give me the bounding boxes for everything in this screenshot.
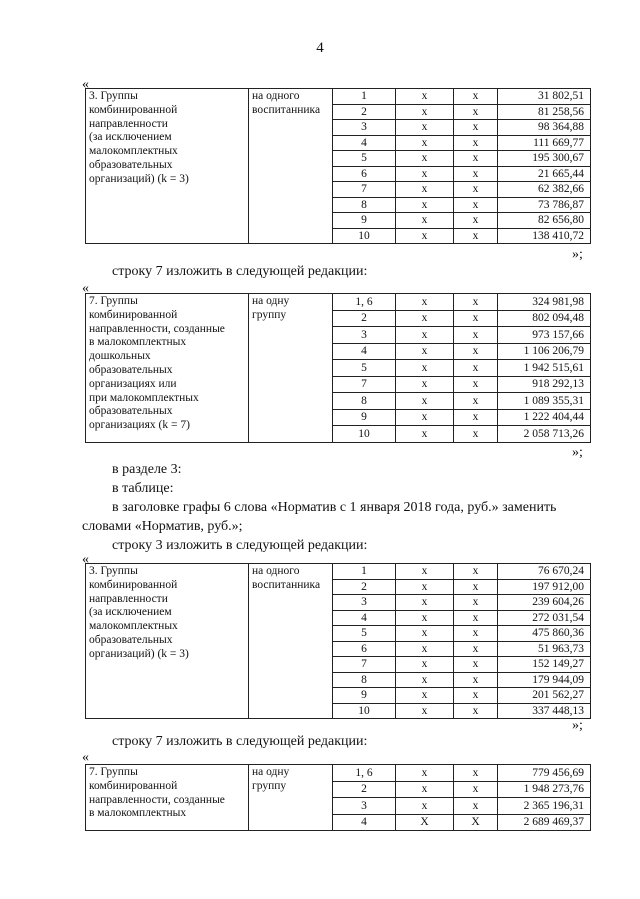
value-cell: 21 665,44 [498, 166, 591, 182]
value-cell: 1 948 273,76 [498, 781, 591, 798]
k-cell: 4 [333, 610, 396, 626]
k-cell: 3 [333, 327, 396, 344]
value-cell: 82 656,80 [498, 213, 591, 229]
row3-instruction: строку 3 изложить в следующей редакции: [112, 538, 368, 553]
x-cell: x [454, 426, 498, 443]
x-cell: x [396, 765, 454, 782]
x-cell: x [454, 409, 498, 426]
k-cell: 1 [333, 564, 396, 580]
x-cell: X [454, 814, 498, 831]
in-table-text: в таблице: [112, 481, 174, 496]
value-cell: 324 981,98 [498, 294, 591, 311]
table-row [86, 564, 591, 580]
k-cell: 10 [333, 228, 396, 244]
k-cell: 3 [333, 120, 396, 136]
k-cell: 8 [333, 672, 396, 688]
per-unit-cell: на одного воспитанника [249, 564, 333, 719]
k-cell: 4 [333, 814, 396, 831]
x-cell: x [454, 182, 498, 198]
k-cell: 2 [333, 579, 396, 595]
x-cell: x [396, 393, 454, 410]
x-cell: x [396, 657, 454, 673]
open-quote: « [82, 552, 89, 567]
x-cell: x [396, 166, 454, 182]
x-cell: x [454, 765, 498, 782]
x-cell: x [396, 228, 454, 244]
value-cell: 31 802,51 [498, 89, 591, 105]
close-quote: »; [572, 445, 583, 460]
value-cell: 76 670,24 [498, 564, 591, 580]
k-cell: 10 [333, 426, 396, 443]
x-cell: x [454, 688, 498, 704]
value-cell: 1 222 404,44 [498, 409, 591, 426]
value-cell: 779 456,69 [498, 765, 591, 782]
k-cell: 4 [333, 135, 396, 151]
k-cell: 3 [333, 798, 396, 815]
value-cell: 81 258,56 [498, 104, 591, 120]
x-cell: x [454, 657, 498, 673]
x-cell: x [454, 781, 498, 798]
group-name-cell: 3. Группы комбинированной направленности (за исключением малокомплектных образовательных организаций) (k = 3) [86, 89, 249, 244]
value-cell: 1 089 355,31 [498, 393, 591, 410]
k-cell: 2 [333, 781, 396, 798]
per-unit-cell: на одного воспитанника [249, 89, 333, 244]
k-cell: 7 [333, 182, 396, 198]
k-cell: 7 [333, 657, 396, 673]
k-cell: 1, 6 [333, 765, 396, 782]
x-cell: x [396, 376, 454, 393]
x-cell: x [396, 120, 454, 136]
value-cell: 51 963,73 [498, 641, 591, 657]
page-number: 4 [316, 40, 324, 56]
x-cell: x [396, 89, 454, 105]
open-quote: « [82, 750, 89, 765]
x-cell: x [396, 641, 454, 657]
k-cell: 6 [333, 166, 396, 182]
value-cell: 1 106 206,79 [498, 343, 591, 360]
x-cell: x [396, 294, 454, 311]
x-cell: x [454, 228, 498, 244]
row7-instruction-2: строку 7 изложить в следующей редакции: [112, 734, 368, 749]
value-cell: 239 604,26 [498, 595, 591, 611]
x-cell: x [454, 135, 498, 151]
x-cell: x [454, 104, 498, 120]
section3-text: в разделе 3: [112, 462, 182, 477]
x-cell: x [454, 393, 498, 410]
k-cell: 8 [333, 393, 396, 410]
x-cell: x [396, 426, 454, 443]
x-cell: x [454, 294, 498, 311]
x-cell: x [396, 310, 454, 327]
x-cell: x [396, 688, 454, 704]
x-cell: x [454, 641, 498, 657]
value-cell: 98 364,88 [498, 120, 591, 136]
group-name-cell: 7. Группы комбинированной направленности, созданные в малокомплектных дошкольных образовательных организациях или при малокомплектных образовательных организациях (k = 7) [86, 294, 249, 443]
x-cell: x [454, 151, 498, 167]
x-cell: x [454, 213, 498, 229]
heading-replace-text-cont: словами «Норматив, руб.»; [82, 519, 243, 534]
x-cell: x [454, 564, 498, 580]
x-cell: x [396, 579, 454, 595]
x-cell: x [396, 626, 454, 642]
x-cell: X [396, 814, 454, 831]
k-cell: 2 [333, 104, 396, 120]
x-cell: x [396, 564, 454, 580]
value-cell: 195 300,67 [498, 151, 591, 167]
x-cell: x [454, 595, 498, 611]
k-cell: 1, 6 [333, 294, 396, 311]
x-cell: x [396, 197, 454, 213]
value-cell: 802 094,48 [498, 310, 591, 327]
close-quote: »; [572, 247, 583, 262]
x-cell: x [454, 166, 498, 182]
value-cell: 179 944,09 [498, 672, 591, 688]
x-cell: x [454, 798, 498, 815]
table-row [86, 765, 591, 782]
k-cell: 9 [333, 213, 396, 229]
x-cell: x [396, 610, 454, 626]
norm-table-group-7 [85, 293, 591, 443]
k-cell: 3 [333, 595, 396, 611]
value-cell: 272 031,54 [498, 610, 591, 626]
norm-table-group-3-new [85, 563, 591, 719]
x-cell: x [454, 89, 498, 105]
k-cell: 7 [333, 376, 396, 393]
value-cell: 2 058 713,26 [498, 426, 591, 443]
value-cell: 73 786,87 [498, 197, 591, 213]
value-cell: 111 669,77 [498, 135, 591, 151]
k-cell: 10 [333, 703, 396, 719]
table-row [86, 89, 591, 105]
x-cell: x [396, 327, 454, 344]
norm-table-group-7-new [85, 764, 591, 831]
x-cell: x [454, 197, 498, 213]
value-cell: 1 942 515,61 [498, 360, 591, 377]
k-cell: 2 [333, 310, 396, 327]
x-cell: x [396, 151, 454, 167]
value-cell: 152 149,27 [498, 657, 591, 673]
x-cell: x [396, 409, 454, 426]
x-cell: x [396, 703, 454, 719]
x-cell: x [396, 781, 454, 798]
k-cell: 8 [333, 197, 396, 213]
group-name-cell: 3. Группы комбинированной направленности (за исключением малокомплектных образовательных организаций) (k = 3) [86, 564, 249, 719]
group-name-cell: 7. Группы комбинированной направленности, созданные в малокомплектных [86, 765, 249, 831]
x-cell: x [454, 376, 498, 393]
open-quote: « [82, 281, 89, 296]
open-quote: « [82, 77, 89, 92]
value-cell: 201 562,27 [498, 688, 591, 704]
value-cell: 2 689 469,37 [498, 814, 591, 831]
value-cell: 62 382,66 [498, 182, 591, 198]
k-cell: 9 [333, 688, 396, 704]
x-cell: x [454, 120, 498, 136]
value-cell: 2 365 196,31 [498, 798, 591, 815]
k-cell: 4 [333, 343, 396, 360]
x-cell: x [396, 798, 454, 815]
x-cell: x [396, 213, 454, 229]
value-cell: 337 448,13 [498, 703, 591, 719]
norm-table-group-3 [85, 88, 591, 244]
k-cell: 1 [333, 89, 396, 105]
x-cell: x [396, 595, 454, 611]
per-unit-cell: на одну группу [249, 294, 333, 443]
x-cell: x [396, 343, 454, 360]
x-cell: x [454, 703, 498, 719]
value-cell: 197 912,00 [498, 579, 591, 595]
value-cell: 138 410,72 [498, 228, 591, 244]
k-cell: 6 [333, 641, 396, 657]
value-cell: 918 292,13 [498, 376, 591, 393]
heading-replace-text: в заголовке графы 6 слова «Норматив с 1 января 2018 года, руб.» заменить [112, 500, 557, 515]
x-cell: x [454, 310, 498, 327]
table-row [86, 294, 591, 311]
x-cell: x [396, 360, 454, 377]
k-cell: 5 [333, 626, 396, 642]
k-cell: 5 [333, 151, 396, 167]
x-cell: x [454, 610, 498, 626]
x-cell: x [454, 672, 498, 688]
x-cell: x [454, 360, 498, 377]
x-cell: x [396, 135, 454, 151]
k-cell: 9 [333, 409, 396, 426]
x-cell: x [454, 579, 498, 595]
x-cell: x [454, 327, 498, 344]
close-quote: »; [572, 718, 583, 733]
per-unit-cell: на одну группу [249, 765, 333, 831]
x-cell: x [454, 626, 498, 642]
x-cell: x [396, 182, 454, 198]
x-cell: x [396, 672, 454, 688]
x-cell: x [396, 104, 454, 120]
value-cell: 973 157,66 [498, 327, 591, 344]
value-cell: 475 860,36 [498, 626, 591, 642]
x-cell: x [454, 343, 498, 360]
row7-instruction: строку 7 изложить в следующей редакции: [112, 264, 368, 279]
k-cell: 5 [333, 360, 396, 377]
